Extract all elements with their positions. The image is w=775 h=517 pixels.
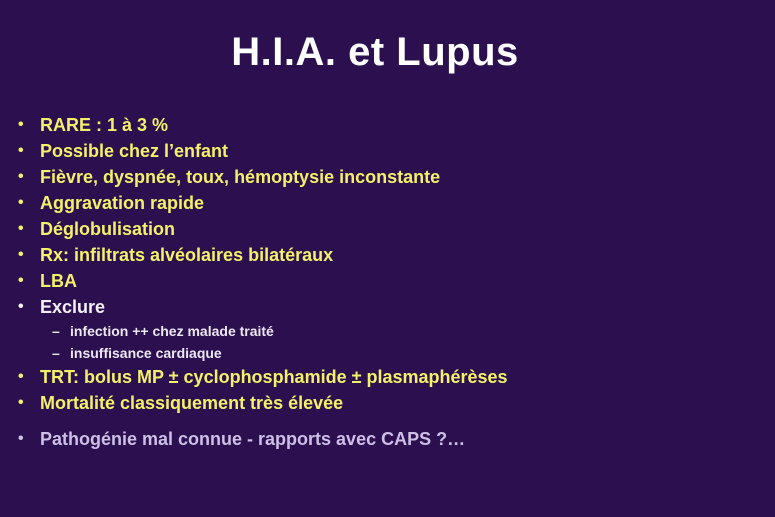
- bullet-text: Rx: infiltrats alvéolaires bilatéraux: [40, 245, 334, 265]
- bullet-item: [18, 268, 758, 294]
- sub-bullet-text: insuffisance cardiaque: [70, 345, 222, 361]
- bullet-text: Possible chez l’enfant: [40, 141, 229, 161]
- bullet-text: Fièvre, dyspnée, toux, hémoptysie inconstante: [40, 167, 441, 187]
- spacer: [18, 416, 758, 426]
- bullet-text: LBA: [40, 271, 77, 291]
- bullet-dot: •: [18, 246, 24, 263]
- bullet-item: [18, 390, 758, 416]
- bullet-dot: •: [18, 220, 24, 237]
- bullet-text: TRT: bolus MP ± cyclophosphamide ± plasmaphérèses: [40, 367, 508, 387]
- bullet-dot: •: [18, 368, 24, 385]
- bullet-dot: •: [18, 430, 24, 447]
- sub-bullet-dash: –: [52, 323, 60, 339]
- bullet-text: Aggravation rapide: [40, 193, 205, 213]
- bullet-item: [18, 190, 758, 216]
- bullet-dot: •: [18, 142, 24, 159]
- bullet-dot: •: [18, 116, 24, 133]
- bullet-dot: •: [18, 272, 24, 289]
- bullet-text: RARE : 1 à 3 %: [40, 115, 169, 135]
- sub-bullet-item: [18, 320, 758, 342]
- bullet-list: [18, 112, 758, 452]
- bullet-text: Exclure: [40, 297, 106, 317]
- bullet-item: [18, 164, 758, 190]
- bullet-text: Déglobulisation: [40, 219, 175, 239]
- bullet-item-exclure: [18, 294, 758, 320]
- bullet-dot: •: [18, 394, 24, 411]
- bullet-item: [18, 216, 758, 242]
- bullet-dot: •: [18, 298, 24, 315]
- bullet-dot: •: [18, 168, 24, 185]
- bullet-item: [18, 112, 758, 138]
- bullet-dot: •: [18, 194, 24, 211]
- bullet-text: Pathogénie mal connue - rapports avec CAPS ?…: [40, 429, 466, 449]
- bullet-text: Mortalité classiquement très élevée: [40, 393, 344, 413]
- bullet-item: [18, 242, 758, 268]
- sub-bullet-item: [18, 342, 758, 364]
- bullet-item-footer: [18, 426, 758, 452]
- slide-title: H.I.A. et Lupus: [231, 30, 519, 74]
- bullet-item: [18, 138, 758, 164]
- sub-bullet-dash: –: [52, 345, 60, 361]
- bullet-item: [18, 364, 758, 390]
- sub-bullet-text: infection ++ chez malade traité: [70, 323, 274, 339]
